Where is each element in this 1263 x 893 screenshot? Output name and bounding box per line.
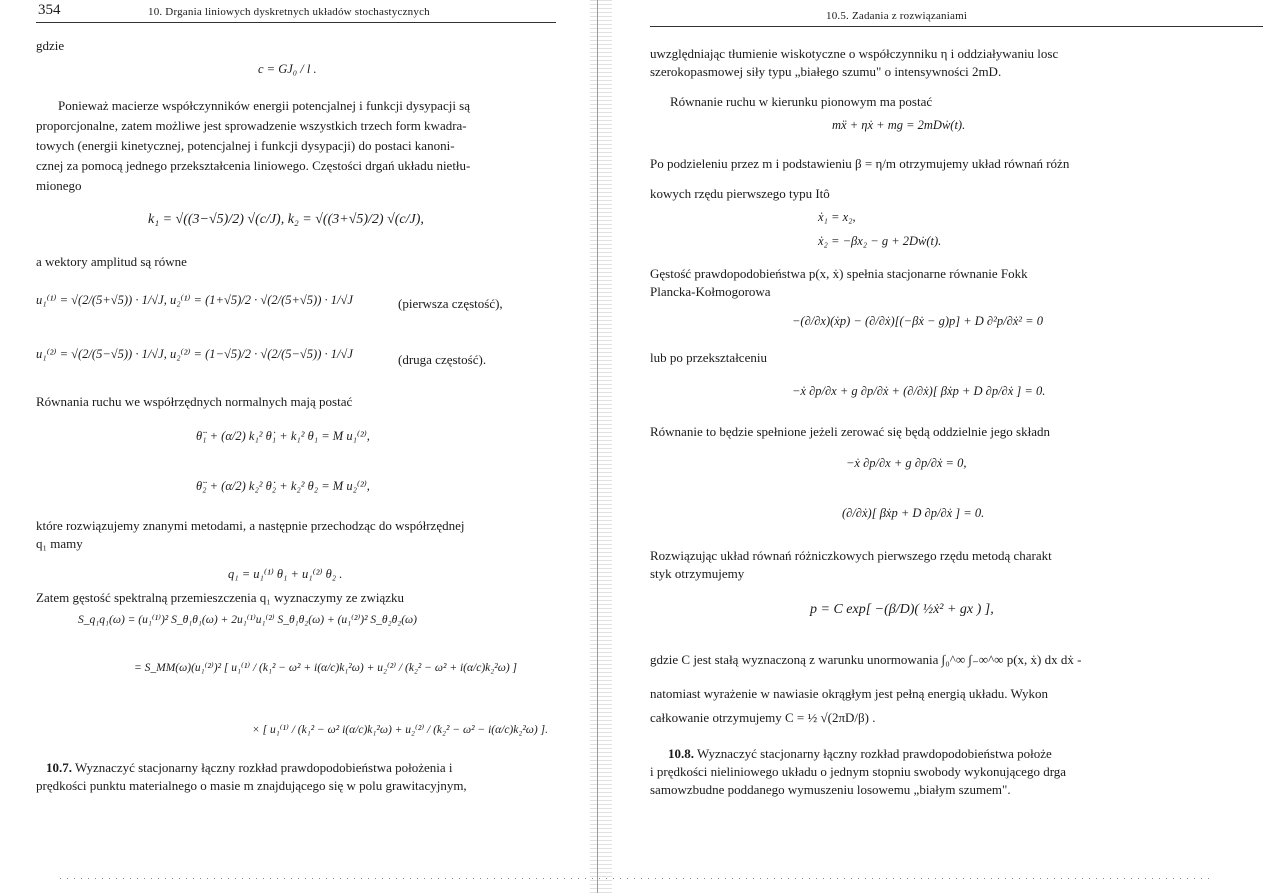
equation-solution: p = C exp[ −(β/D)( ½ẋ² + gx ) ], [810, 602, 994, 617]
text-equation-of-motion: Równanie ruchu w kierunku pionowym ma postać [670, 94, 933, 109]
paragraph-line: samowzbudne poddanego wymuszeniu losowemu „białym szumem". [650, 782, 1011, 797]
page-number: 354 [38, 2, 61, 18]
equation-q1: q₁ = u₁⁽¹⁾ θ₁ + u₁⁽²⁾ θ₂ . [228, 567, 343, 581]
paragraph-line: mionego [36, 178, 82, 193]
paragraph-line: Ponieważ macierze współczynników energii potencjalnej i funkcji dysypacji są [58, 98, 471, 113]
left-page [0, 0, 596, 893]
equation-amplitude-1: u₁⁽¹⁾ = √(2/(5+√5)) · 1/√J, u₂⁽¹⁾ = (1+√5)/2 · √(2/(5+√5)) · 1/√J [36, 293, 353, 307]
running-head: 10. Drgania liniowych dyskretnych układów stochastycznych [148, 6, 430, 18]
equation-frequencies: k₁ = √((3−√5)/2) √(c/J), k₂ = √((3+√5)/2) √(c/J), [148, 212, 424, 227]
text-amplitudes: a wektory amplitud są równe [36, 254, 187, 269]
equation-x1: ẋ₁ = x₂, [818, 210, 856, 224]
paragraph-line: i prędkości nieliniowego układu o jednym stopniu swobody wykonującego drga [650, 764, 1067, 779]
exercise-text: Wyznaczyć stacjonarny łączny rozkład prawdopodobieństwa położe [697, 746, 1052, 761]
paragraph-line: całkowanie otrzymujemy C = ½ √(2πD/β) . [650, 710, 876, 725]
text-gdzie: gdzie [36, 38, 65, 53]
exercise-number: 10.7. [46, 760, 72, 775]
text-after-transform: lub po przekształceniu [650, 350, 767, 365]
equation-fokker-planck-2: −ẋ ∂p/∂x + g ∂p/∂ẋ + (∂/∂ẋ)[ βẋp + D ∂p/∂ẋ ] = 0. [792, 384, 1046, 398]
paragraph-line: Plancka-Kołmogorowa [650, 284, 771, 299]
scan-noise [60, 878, 1210, 879]
equation-motion: mẍ + ηẋ + mg = 2mDẇ(t). [832, 118, 966, 132]
paragraph-line: Rozwiązując układ równań różniczkowych pierwszego rzędu metodą charakt [650, 548, 1052, 563]
paragraph-line: cznej za pomocą jednego przekształcenia liniowego. Częstości drgań układu nietłu- [36, 158, 471, 173]
gutter-line [597, 0, 598, 893]
equation-fokker-planck: −(∂/∂x)(ẋp) − (∂/∂ẋ)[(−βẋ − g)p] + D ∂²p/∂ẋ² = 0 [792, 314, 1043, 328]
equation-theta-2: θ̈₂ + (α/2) k₂² θ̇₂ + k₂² θ₂ = M u₂⁽²⁾, [196, 479, 370, 493]
paragraph-line: uwzględniając tłumienie wiskotyczne o współczynniku η i oddziaływaniu losc [650, 46, 1059, 61]
paragraph-line: natomiast wyrażenie w nawiasie okrągłym jest pełną energią układu. Wykon [650, 686, 1049, 701]
header-rule [650, 26, 1263, 27]
header-rule [36, 22, 556, 23]
equation-theta-1: θ̈₁ + (α/2) k₁² θ̇₁ + k₁² θ₁ = M u₁⁽²⁾, [196, 429, 370, 443]
paragraph-line: Gęstość prawdopodobieństwa p(x, ẋ) spełnia stacjonarne równanie Fokk [650, 266, 1028, 281]
paragraph-line: które rozwiązujemy znanymi metodami, a następnie przechodząc do współrzędnej [36, 518, 465, 533]
equation-spectral-3: × [ u₁⁽¹⁾ / (k₁² − ω² i(α/c)k₁²ω) + u₂⁽²⁾ / (k₂² − ω² − i(α/c)k₂²ω) ]. [252, 724, 548, 736]
exercise-10-7 [46, 758, 453, 778]
right-page [604, 0, 1263, 893]
text-spectral-density: Zatem gęstość spektralną przemieszczenia q₁ wyznaczymy ze związku [36, 590, 404, 605]
exercise-10-8 [668, 744, 1052, 764]
running-head: 10.5. Zadania z rozwiązaniami [826, 10, 968, 22]
equation-x2: ẋ₂ = −βx₂ − g + 2Dẇ(t). [818, 234, 942, 248]
paragraph-line: proporcjonalne, zatem możliwe jest sprowadzenie wszystkich trzech form kwadra- [36, 118, 467, 133]
equation-amplitude-2: u₁⁽²⁾ = √(2/(5−√5)) · 1/√J, u₂⁽²⁾ = (1−√5)/2 · √(2/(5−√5)) · 1/√J [36, 347, 353, 361]
note-second-frequency: (druga częstość). [398, 352, 487, 367]
exercise-text: Wyznaczyć stacjonarny łączny rozkład prawdopodobieństwa położenia i [75, 760, 453, 775]
equation-spectral-2: = S_MM(ω)(u₁⁽²⁾)² [ u₁⁽¹⁾ / (k₁² − ω² + i(α/c)k₁²ω) + u₂⁽²⁾ / (k₂² − ω² + i(α/c)k₂²ω) ] [134, 662, 518, 674]
paragraph-line: Równanie to będzie spełnione jeżeli zerować się będą oddzielnie jego składn [650, 424, 1050, 439]
paragraph-line: styk otrzymujemy [650, 566, 745, 581]
paragraph-line: prędkości punktu materialnego o masie m znajdującego się w polu grawitacyjnym, [36, 778, 467, 793]
equation-component-1: −ẋ ∂p/∂x + g ∂p/∂ẋ = 0, [846, 456, 967, 470]
paragraph-line: kowych rzędu pierwszego typu Itô [650, 186, 830, 201]
paragraph-line: Po podzieleniu przez m i podstawieniu β = η/m otrzymujemy układ równań różn [650, 156, 1070, 171]
paragraph-line: szerokopasmowej siły typu „białego szumu" o intensywności 2mD. [650, 64, 1002, 79]
equation-c: c = GJ₀ / l . [258, 62, 317, 76]
text-normal-coordinates: Równania ruchu we współrzędnych normalnych mają postać [36, 394, 353, 409]
paragraph-line: gdzie C jest stałą wyznaczoną z warunku unormowania ∫₀^∞ ∫₋∞^∞ p(x, ẋ) dx dẋ - [650, 652, 1082, 667]
exercise-number: 10.8. [668, 746, 694, 761]
note-first-frequency: (pierwsza częstość), [398, 296, 503, 311]
equation-spectral-1: S_q₁q₁(ω) = (u₁⁽¹⁾)² S_θ₁θ₁(ω) + 2u₁⁽¹⁾u₁⁽²⁾ S_θ₁θ₂(ω) + (u₁⁽²⁾)² S_θ₂θ₂(ω) [78, 614, 417, 626]
paragraph-line: towych (energii kinetycznej, potencjalnej i funkcji dysypacji) do postaci kanoni- [36, 138, 455, 153]
paragraph-line: q₁ mamy [36, 536, 83, 551]
equation-component-2: (∂/∂ẋ)[ βẋp + D ∂p/∂ẋ ] = 0. [842, 506, 985, 520]
